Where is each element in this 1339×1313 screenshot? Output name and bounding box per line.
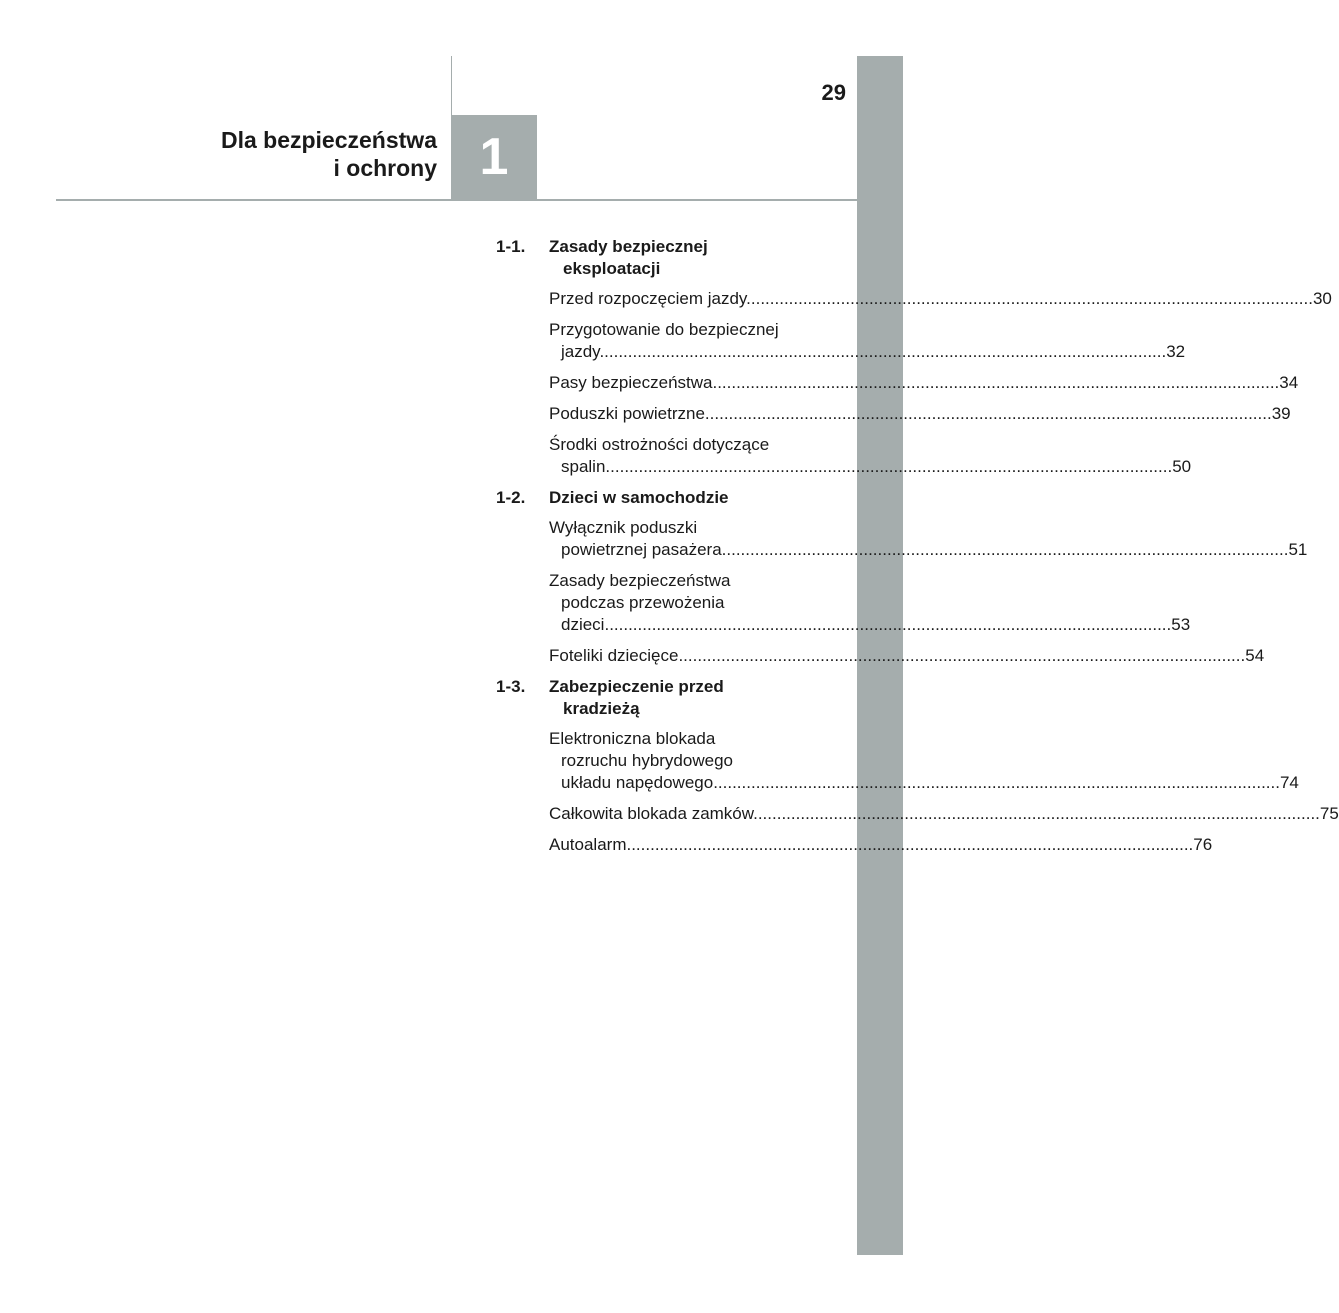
toc-section-title [549, 676, 724, 720]
toc-section [496, 236, 1332, 478]
page-number: 29 [821, 80, 846, 105]
toc-section-heading [496, 487, 826, 509]
toc-entry-page: 51 [1288, 540, 1308, 559]
toc-entry[interactable] [549, 834, 1213, 856]
toc-entry-page: 32 [1166, 342, 1186, 361]
toc-entry[interactable] [549, 372, 1299, 394]
toc-entry-page: 74 [1279, 773, 1299, 792]
toc-leader-dots [746, 289, 1313, 308]
toc-entry-text: rozruchu hybrydowego [561, 751, 733, 770]
toc-leader-dots [599, 342, 1166, 361]
toc-entry-text: spalin [561, 457, 606, 476]
toc-entry-text: Środki ostrożności dotyczące [549, 435, 770, 454]
toc-entry-text: Autoalarm [549, 835, 627, 854]
toc-leader-dots [712, 373, 1279, 392]
toc-section-title [549, 487, 729, 509]
toc-entry[interactable] [549, 570, 1191, 636]
toc-entry-text: dzieci [561, 615, 605, 634]
toc-entry-page: 50 [1172, 457, 1192, 476]
toc-entry-text: podczas przewożenia [561, 593, 725, 612]
toc-entry[interactable] [549, 434, 1192, 478]
toc-entry-text: Całkowita blokada zamków [549, 804, 754, 823]
toc-entry[interactable] [549, 645, 1265, 667]
toc-section-title [549, 236, 708, 280]
toc-entry[interactable] [549, 517, 1308, 561]
toc-entry-page: 54 [1245, 646, 1265, 665]
toc-entry-page: 53 [1171, 615, 1191, 634]
table-of-contents [496, 236, 1339, 865]
toc-leader-dots [604, 615, 1171, 634]
toc-entry-text: Zasady bezpieczeństwa [549, 571, 731, 590]
chapter-title-line: Dla bezpieczeństwa [220, 127, 437, 153]
toc-leader-dots [626, 835, 1193, 854]
toc-entry-page: 30 [1312, 289, 1332, 308]
toc-entry[interactable] [549, 803, 1339, 825]
toc-section-heading [496, 676, 826, 720]
toc-entry-text: Wyłącznik poduszki [549, 518, 698, 537]
toc-section [496, 487, 1308, 667]
toc-entry[interactable] [549, 728, 1299, 794]
toc-section-number: 1-3. [496, 677, 526, 696]
toc-section-title-line: eksploatacji [563, 259, 661, 278]
toc-section-title-line: Zasady bezpiecznej [549, 237, 708, 256]
toc-section-title-line: kradzieżą [563, 699, 640, 718]
toc-entry-text: Poduszki powietrzne [549, 404, 705, 423]
toc-entry-page: 34 [1279, 373, 1299, 392]
toc-entry[interactable] [549, 288, 1332, 310]
toc-section-title-line: Zabezpieczenie przed [549, 677, 724, 696]
toc-entry-text: Pasy bezpieczeństwa [549, 373, 713, 392]
toc-section-number: 1-1. [496, 237, 526, 256]
toc-leader-dots [705, 404, 1272, 423]
chapter-number: 1 [479, 128, 509, 186]
toc-entry-text: Przed rozpoczęciem jazdy [549, 289, 747, 308]
toc-entry-text: powietrznej pasażera [561, 540, 722, 559]
toc-entry-text: układu napędowego [561, 773, 714, 792]
toc-entry[interactable] [549, 403, 1291, 425]
chapter-number-box [451, 115, 537, 199]
toc-section-title-line: Dzieci w samochodzie [549, 488, 729, 507]
toc-entry-text: Przygotowanie do bezpiecznej [549, 320, 779, 339]
toc-leader-dots [753, 804, 1320, 823]
toc-entry-page: 76 [1193, 835, 1213, 854]
toc-entry-page: 75 [1319, 804, 1339, 823]
chapter-title-line: i ochrony [333, 155, 437, 181]
toc-entry-text: jazdy [561, 342, 600, 361]
header-divider [56, 199, 857, 201]
toc-section-number: 1-2. [496, 488, 526, 507]
toc-entry-text: Elektroniczna blokada [549, 729, 716, 748]
toc-leader-dots [722, 540, 1289, 559]
toc-entry[interactable] [549, 319, 1186, 363]
toc-entry-text: Foteliki dziecięce [549, 646, 679, 665]
chapter-title [150, 126, 437, 182]
toc-section [496, 676, 1339, 856]
toc-entry-page: 39 [1271, 404, 1291, 423]
toc-leader-dots [605, 457, 1172, 476]
toc-leader-dots [713, 773, 1280, 792]
toc-leader-dots [678, 646, 1245, 665]
toc-section-heading [496, 236, 826, 280]
